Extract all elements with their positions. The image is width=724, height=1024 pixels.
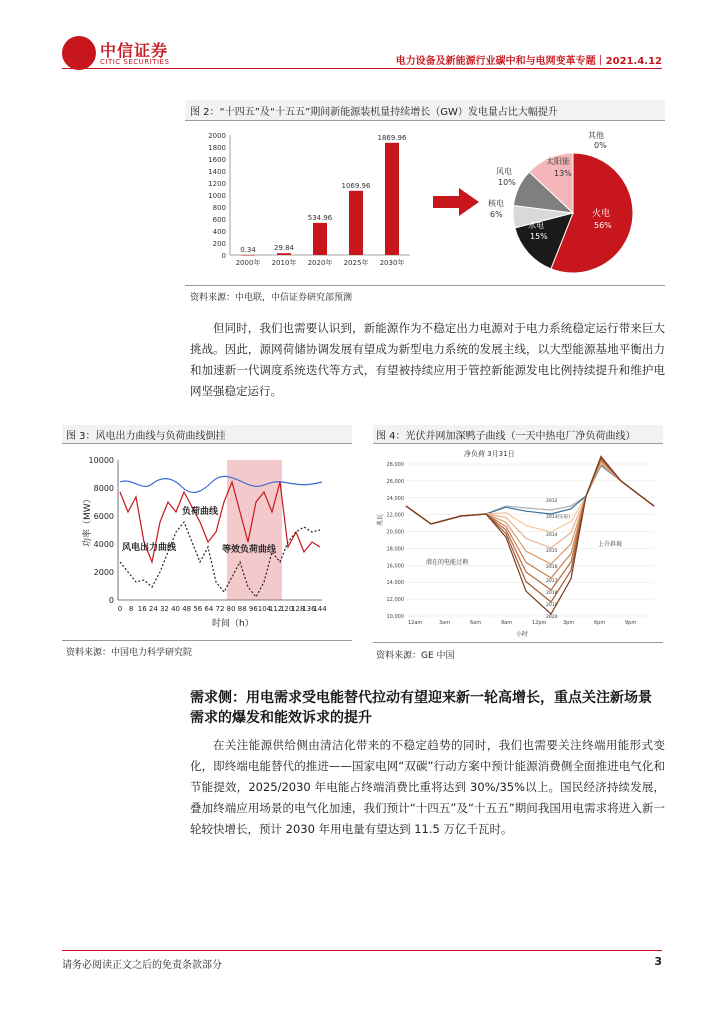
- x-tick-label: 6pm: [594, 620, 606, 626]
- x-tick-label: 2030年: [379, 259, 405, 267]
- bar: [313, 223, 327, 255]
- chart-title: 净负荷 3月31日: [464, 450, 515, 458]
- y-tick-label: 1800: [208, 144, 226, 152]
- x-tick-label: 96: [248, 605, 258, 613]
- x-tick-label: 9pm: [625, 620, 637, 626]
- pie-pct-wind: 10%: [498, 178, 516, 187]
- y-tick-label: 400: [212, 228, 226, 236]
- x-tick-label: 128: [291, 605, 305, 613]
- fig3-source: 资料来源：中国电力科学研究院: [66, 648, 193, 658]
- x-tick-label: 12am: [408, 620, 423, 626]
- page-number: 3: [654, 955, 662, 968]
- x-tick-label: 3pm: [563, 620, 575, 626]
- x-tick-label: 104: [257, 605, 272, 613]
- x-tick-label: 64: [204, 605, 214, 613]
- x-tick-label: 2025年: [343, 259, 369, 267]
- x-tick-label: 144: [313, 605, 327, 613]
- x-tick-label: 136: [302, 605, 316, 613]
- bar: [349, 191, 363, 255]
- x-tick-label: 2000年: [235, 259, 261, 267]
- pie-label-thermal: 火电: [592, 209, 611, 219]
- y-tick-label: 10,000: [386, 614, 404, 620]
- paragraph-1: 但同时，我们也需要认识到，新能源作为不稳定出力电源对于电力系统稳定运行带来巨大挑战。因此，源网荷储协调发展有望成为新型电力系统的发展主线，以大型能源基地平衡出力和加速新一代调度系统迭代等方式，有望被持续应用于管控新能源发电比例持续提升和维护电网坚强稳定运行。: [190, 321, 665, 398]
- bar-value-label: 0.34: [240, 245, 256, 254]
- x-tick-label: 16: [137, 605, 147, 613]
- x-tick-label: 80: [226, 605, 236, 613]
- series-label: 2017: [546, 579, 558, 584]
- annotation-ramp: 上升斜坡: [598, 541, 623, 548]
- y-tick-label: 2000: [208, 132, 226, 140]
- fig2-caption: 图 2：“十四五”及“十五五”期间新能源装机量持续增长（GW）发电量占比大幅提升: [190, 107, 558, 118]
- x-axis-label: 时间（h）: [212, 619, 254, 629]
- x-tick-label: 9am: [501, 620, 513, 626]
- bar-value-label: 534.96: [307, 213, 333, 222]
- fig4-caption: 图 4：光伏并网加深鸭子曲线（一天中热电厂净负荷曲线）: [376, 431, 636, 442]
- y-tick-label: 22,000: [386, 512, 404, 519]
- fig2-pie-chart: [488, 128, 668, 278]
- bar-value-label: 1069.96: [341, 181, 371, 190]
- annotation-overgeneration: 潜在的电能过剩: [426, 559, 469, 566]
- y-tick-label: 0: [108, 596, 114, 605]
- y-tick-label: 16,000: [386, 563, 404, 570]
- fig2-bottom-rule: [185, 285, 665, 286]
- report-title: 电力设备及新能源行业碳中和与电网变革专题｜2021.4.12: [395, 56, 662, 67]
- pie-label-other: 其他: [588, 131, 604, 140]
- x-tick-label: 24: [148, 605, 158, 613]
- fig3-bottom-rule: [62, 640, 352, 641]
- pie-label-hydro: 水电: [528, 221, 544, 230]
- bar: [277, 253, 291, 255]
- x-tick-label: 8: [128, 605, 134, 613]
- fig2-bar-chart: [190, 125, 420, 275]
- y-tick-label: 4000: [93, 540, 114, 549]
- series-label: 2019: [546, 603, 558, 608]
- y-tick-label: 0: [221, 252, 226, 260]
- x-tick-label: 48: [182, 605, 192, 613]
- y-tick-label: 18,000: [386, 546, 404, 553]
- footer-disclaimer: 请务必阅读正文之后的免责条款部分: [62, 960, 222, 971]
- right-arrow-icon: [433, 188, 479, 216]
- x-tick-label: 120: [279, 605, 294, 613]
- y-tick-label: 10000: [88, 456, 114, 465]
- series-label: 2020: [546, 615, 558, 620]
- y-tick-label: 14,000: [386, 580, 404, 587]
- logo-icon: [62, 36, 96, 70]
- y-tick-label: 2000: [93, 568, 114, 577]
- annotation-equivalent: 等效负荷曲线: [222, 545, 277, 555]
- y-tick-label: 1400: [208, 168, 226, 176]
- y-tick-label: 20,000: [386, 529, 404, 536]
- brand-name: 中信证券: [100, 41, 169, 60]
- footer-divider: [62, 950, 662, 951]
- fig4-bottom-rule: [373, 642, 663, 643]
- series-label: 2016: [546, 565, 558, 570]
- load-curve: [120, 476, 322, 492]
- y-tick-label: 8000: [93, 484, 114, 493]
- x-tick-label: 112: [268, 605, 283, 613]
- fig3-caption: 图 3：风电出力曲线与负荷曲线倒挂: [66, 431, 226, 442]
- y-tick-label: 28,000: [386, 462, 404, 468]
- y-tick-label: 1600: [208, 156, 226, 164]
- y-tick-label: 600: [212, 216, 226, 224]
- x-tick-label: 0: [117, 605, 123, 613]
- section-heading: 需求侧：用电需求受电能替代拉动有望迎来新一轮高增长，重点关注新场景需求的爆发和能效诉求的提升: [190, 690, 652, 726]
- x-tick-label: 12pm: [532, 620, 547, 626]
- x-tick-label: 88: [237, 605, 247, 613]
- wind-output-curve: [120, 522, 320, 597]
- y-axis-label: 功率（MW）: [83, 494, 93, 547]
- paragraph-2: 在关注能源供给侧由清洁化带来的不稳定趋势的同时，我们也需要关注终端用能形式变化，即终端电能替代的推进——国家电网“双碳”行动方案中预计能源消费侧全面推进电气化和节能提效，2025/2030 年电能占终端消费比重将达到 30%/35%以上。国民经济持续发展，叠加终端应用场景的电气化加速，我们预计“十四五”及“十五五”期间我国用电需求将进入新一轮较快增长，预计 2030 年用电量有望达到 11.5 万亿千瓦时。: [190, 738, 665, 836]
- y-tick-label: 12,000: [386, 597, 404, 604]
- y-tick-label: 200: [212, 240, 226, 248]
- series-label: 2014: [546, 533, 558, 538]
- x-tick-label: 2010年: [271, 259, 297, 267]
- pie-pct-solar: 13%: [554, 169, 572, 178]
- y-tick-label: 6000: [93, 512, 114, 521]
- series-label: 2013(实际): [546, 515, 570, 520]
- brand-name-en: CITIC SECURITIES: [100, 58, 170, 66]
- y-tick-label: 26,000: [386, 478, 404, 485]
- x-tick-label: 6am: [470, 620, 482, 626]
- annotation-load: 负荷曲线: [182, 507, 219, 517]
- pie-pct-thermal: 56%: [594, 221, 612, 230]
- y-tick-label: 1200: [208, 180, 226, 188]
- y-tick-label: 1000: [208, 192, 226, 200]
- annotation-wind: 风电出力曲线: [122, 543, 177, 553]
- x-tick-label: 3am: [439, 620, 451, 626]
- x-axis-label: 小时: [516, 631, 529, 638]
- x-tick-label: 56: [193, 605, 203, 613]
- bar-value-label: 1869.96: [377, 133, 407, 142]
- highlight-region: [227, 460, 282, 600]
- y-tick-label: 800: [212, 204, 226, 212]
- series-label: 2015: [546, 549, 558, 554]
- pie-label-solar: 太阳能: [546, 157, 570, 166]
- x-tick-label: 32: [159, 605, 169, 613]
- pie-pct-nuclear: 6%: [490, 210, 503, 219]
- bar: [385, 143, 399, 255]
- bar: [241, 255, 255, 256]
- x-tick-label: 40: [171, 605, 181, 613]
- x-tick-label: 2020年: [307, 259, 333, 267]
- x-tick-label: 72: [215, 605, 225, 613]
- pie-pct-hydro: 15%: [530, 232, 548, 241]
- fig3-line-chart: [72, 452, 347, 632]
- bar-value-label: 29.84: [273, 244, 295, 253]
- fig4-duck-chart: [376, 446, 661, 640]
- header-divider: [62, 68, 662, 69]
- series-label: 2012: [546, 499, 558, 504]
- fig2-source: 资料来源：中电联，中信证券研究部预测: [190, 293, 353, 303]
- pie-label-nuclear: 核电: [488, 199, 504, 208]
- fig4-source: 资料来源：GE 中国: [376, 651, 455, 661]
- pie-pct-other: 0%: [594, 141, 607, 150]
- series-label: 2018: [546, 591, 558, 596]
- y-axis-label: 兆瓦: [377, 513, 384, 526]
- pie-label-wind: 风电: [496, 167, 512, 176]
- y-tick-label: 24,000: [386, 495, 404, 502]
